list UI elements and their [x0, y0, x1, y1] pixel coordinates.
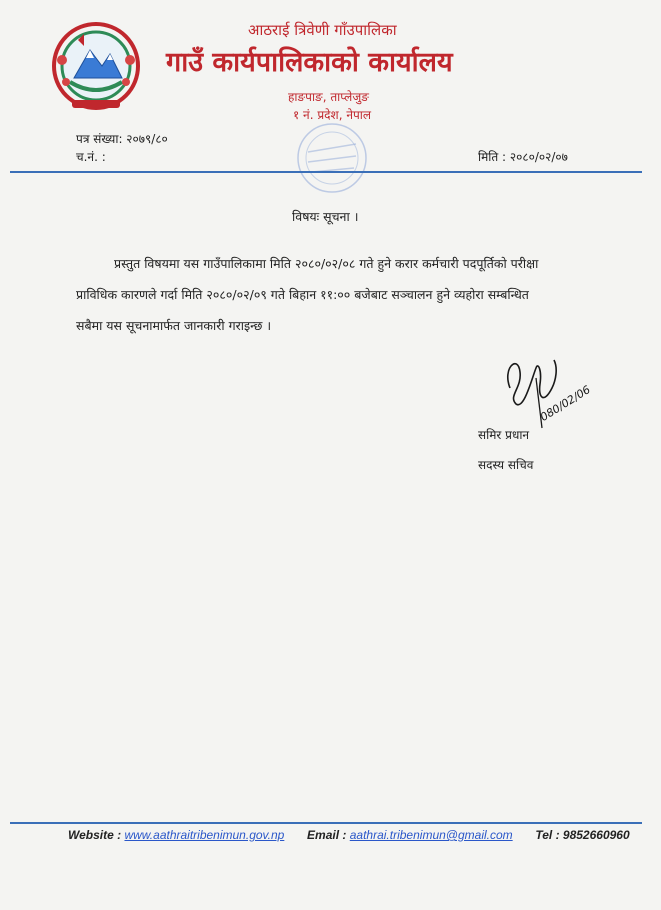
dispatch-number: च.नं. :: [76, 150, 106, 164]
office-title: गाउँ कार्यपालिकाको कार्यालय: [166, 47, 453, 78]
letter-body: [76, 248, 596, 341]
handwritten-signature: [496, 348, 596, 432]
email-label: Email :: [307, 828, 347, 842]
footer: [68, 828, 630, 842]
letter-date: मिति : २०८०/०२/०७: [478, 150, 568, 164]
header-divider: [10, 171, 642, 173]
reference-number: पत्र संख्या: २०७९/८०: [76, 132, 168, 146]
signer-title: सदस्य सचिव: [478, 458, 534, 472]
website-label: Website :: [68, 828, 122, 842]
telephone: Tel : 9852660960: [535, 828, 630, 842]
address-line-1: हाङपाङ, ताप्लेजुङ: [288, 90, 369, 104]
signer-name: समिर प्रधान: [478, 428, 530, 442]
office-stamp-icon: [284, 118, 380, 198]
email-link[interactable]: aathrai.tribenimun@gmail.com: [349, 828, 513, 842]
nepal-emblem-icon: [44, 20, 148, 112]
website-link[interactable]: www.aathraitribenimun.gov.np: [124, 828, 285, 842]
org-name-small: आठराई त्रिवेणी गाँउपालिका: [248, 21, 397, 39]
letter-subject: विषयः सूचना ।: [292, 209, 359, 224]
body-line-1: प्रस्तुत विषयमा यस गाउँपालिकामा मिति २०८०/०२/०८ गते हुने करार कर्मचारी पदपूर्तिको परीक्षा: [114, 256, 539, 271]
body-line-2: प्राविधिक कारणले गर्दा मिति २०८०/०२/०९ गते बिहान ११:०० बजेबाट सञ्चालन हुने व्यहोरा सम्बन्धित: [76, 287, 529, 302]
signature-date: 080/02/06: [537, 383, 593, 424]
body-line-3: सबैमा यस सूचनामार्फत जानकारी गराइन्छ ।: [76, 318, 272, 333]
address-line-2: १ नं. प्रदेश, नेपाल: [293, 108, 372, 122]
footer-divider: [10, 822, 642, 824]
